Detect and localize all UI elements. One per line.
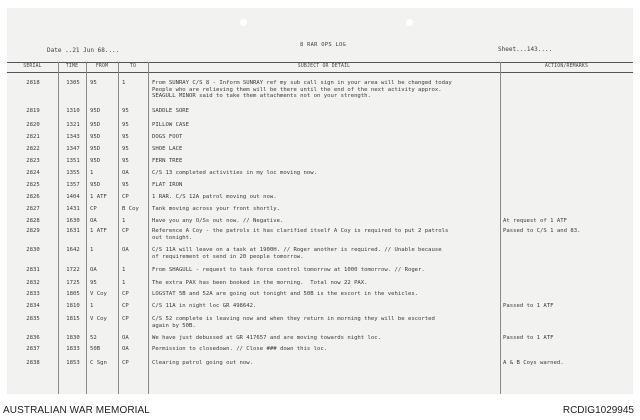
log-subject: We have just debussed at GR 417657 and are moving towards night loc. xyxy=(152,335,382,341)
log-subject: Reference A Coy - the patrols it has clarified itself A Coy is required to put 2 patrols out tonight. xyxy=(152,228,449,241)
log-serial: 2838 xyxy=(26,360,40,366)
log-subject: SADDLE SORE xyxy=(152,108,190,114)
log-time: 1347 xyxy=(66,146,80,152)
log-action: At request of 1 ATF xyxy=(503,218,567,224)
column-divider xyxy=(86,62,87,394)
log-time: 1833 xyxy=(66,346,80,352)
date-line: Date ..21 Jun 68.... xyxy=(47,47,120,54)
log-serial: 2837 xyxy=(26,346,40,352)
log-subject: LOGSTAT 5B and 52A are going out tonight and 50B is the escort in the vehicles. xyxy=(152,291,419,297)
log-to: 1 xyxy=(122,80,126,86)
sheet-number: Sheet...143.... xyxy=(498,46,553,53)
log-to: 95 xyxy=(122,146,129,152)
log-from: 95 xyxy=(90,80,97,86)
log-from: V Coy xyxy=(90,291,107,297)
log-subject: The extra PAX has been booked in the morning. Total now 22 PAX. xyxy=(152,280,368,286)
log-time: 1431 xyxy=(66,206,80,212)
log-time: 1321 xyxy=(66,122,80,128)
column-divider xyxy=(500,62,501,394)
log-subject: 1 RAR. C/S 12A patrol moving out now. xyxy=(152,194,277,200)
log-from: 1 xyxy=(90,170,94,176)
log-time: 1351 xyxy=(66,158,80,164)
log-subject: C/S 11A in night loc GR 498642. xyxy=(152,303,257,309)
log-to: 1 xyxy=(122,267,126,273)
log-time: 1805 xyxy=(66,291,80,297)
log-to: CP xyxy=(122,291,129,297)
log-subject: Clearing patrol going out now. xyxy=(152,360,254,366)
log-subject: Have you any O/Ss out now. // Negative. xyxy=(152,218,284,224)
log-from: 95D xyxy=(90,158,101,164)
column-header-from: FROM xyxy=(95,64,109,69)
log-to: 95 xyxy=(122,122,129,128)
log-subject: PILLOW CASE xyxy=(152,122,190,128)
date-value: 21 Jun 68 xyxy=(72,47,105,54)
log-serial: 2827 xyxy=(26,206,40,212)
log-from: 1 ATF xyxy=(90,228,107,234)
column-header-subject: SUBJECT OR DETAIL xyxy=(297,64,351,69)
log-subject: SHOE LACE xyxy=(152,146,183,152)
log-from: 95D xyxy=(90,182,101,188)
sheet-value: 143 xyxy=(526,46,538,53)
log-subject: C/S 52 complete is leaving now and when they return in morning they will be escorted again by 50B. xyxy=(152,316,435,329)
log-from: 95D xyxy=(90,134,101,140)
log-action: Passed to 1 ATF xyxy=(503,303,554,309)
log-from: C Sgn xyxy=(90,360,107,366)
log-time: 1355 xyxy=(66,170,80,176)
log-to: 95 xyxy=(122,158,129,164)
page-title: 8 RAR OPS LOG xyxy=(300,42,347,48)
log-serial: 2828 xyxy=(26,218,40,224)
log-to: 95 xyxy=(122,108,129,114)
log-to: 95 xyxy=(122,182,129,188)
log-subject: Tank moving across your front shortly. xyxy=(152,206,280,212)
log-to: 1 xyxy=(122,218,126,224)
log-serial: 2826 xyxy=(26,194,40,200)
log-from: 1 xyxy=(90,247,94,253)
log-time: 1630 xyxy=(66,218,80,224)
log-serial: 2823 xyxy=(26,158,40,164)
log-serial: 2821 xyxy=(26,134,40,140)
sheet-label: Sheet xyxy=(498,46,517,53)
header-rule-bottom xyxy=(7,72,633,73)
log-subject: C/S 13 completed activities in my loc moving now. xyxy=(152,170,318,176)
log-to: 1 xyxy=(122,280,126,286)
log-from: 95D xyxy=(90,146,101,152)
log-serial: 2820 xyxy=(26,122,40,128)
log-subject: From SHAGULL - request to task force control tomorrow at 1000 tomorrow. // Roger. xyxy=(152,267,425,273)
log-to: OA xyxy=(122,346,129,352)
log-serial: 2834 xyxy=(26,303,40,309)
log-time: 1310 xyxy=(66,108,80,114)
log-to: CP xyxy=(122,316,129,322)
log-from: 50B xyxy=(90,346,101,352)
log-serial: 2835 xyxy=(26,316,40,322)
log-serial: 2831 xyxy=(26,267,40,273)
log-to: CP xyxy=(122,194,129,200)
log-serial: 2822 xyxy=(26,146,40,152)
log-from: 95 xyxy=(90,280,97,286)
punch-hole xyxy=(240,19,247,26)
punch-hole xyxy=(406,19,413,26)
log-time: 1810 xyxy=(66,303,80,309)
log-serial: 2832 xyxy=(26,280,40,286)
log-to: CP xyxy=(122,303,129,309)
log-from: V Coy xyxy=(90,316,107,322)
log-time: 1357 xyxy=(66,182,80,188)
log-from: OA xyxy=(90,267,97,273)
footer-catalogue-id: RCDIG1029945 xyxy=(562,405,634,416)
log-time: 1343 xyxy=(66,134,80,140)
log-from: 1 xyxy=(90,303,94,309)
log-serial: 2824 xyxy=(26,170,40,176)
log-time: 1830 xyxy=(66,335,80,341)
log-from: CP xyxy=(90,206,97,212)
log-to: OA xyxy=(122,170,129,176)
column-header-time: TIME xyxy=(65,64,79,69)
log-serial: 2836 xyxy=(26,335,40,341)
log-time: 1642 xyxy=(66,247,80,253)
log-to: OA xyxy=(122,247,129,253)
log-subject: FLAT IRON xyxy=(152,182,183,188)
log-time: 1815 xyxy=(66,316,80,322)
log-to: 95 xyxy=(122,134,129,140)
log-serial: 2819 xyxy=(26,108,40,114)
column-header-to: TO xyxy=(129,64,137,69)
log-serial: 2833 xyxy=(26,291,40,297)
log-to: B Coy xyxy=(122,206,139,212)
log-time: 1404 xyxy=(66,194,80,200)
log-to: CP xyxy=(122,360,129,366)
log-time: 1725 xyxy=(66,280,80,286)
column-header-serial: SERIAL xyxy=(23,64,42,69)
log-subject: DOGS FOOT xyxy=(152,134,183,140)
log-serial: 2825 xyxy=(26,182,40,188)
log-from: 52 xyxy=(90,335,97,341)
header-rule-top xyxy=(7,62,633,63)
log-subject: FERN TREE xyxy=(152,158,183,164)
log-action: Passed to 1 ATF xyxy=(503,335,554,341)
log-from: 1 ATF xyxy=(90,194,107,200)
log-time: 1853 xyxy=(66,360,80,366)
log-serial: 2818 xyxy=(26,80,40,86)
date-label: Date xyxy=(47,47,62,54)
footer-credit: AUSTRALIAN WAR MEMORIAL xyxy=(3,405,150,416)
column-header-action: ACTION/REMARKS xyxy=(544,64,589,69)
log-subject: Permission to closedown. // Close ### down this loc. xyxy=(152,346,328,352)
log-serial: 2829 xyxy=(26,228,40,234)
log-time: 1305 xyxy=(66,80,80,86)
log-from: 95D xyxy=(90,122,101,128)
log-serial: 2830 xyxy=(26,247,40,253)
log-subject: From SUNRAY C/S 8 - Inform SUNRAY ref my sub call sign in your area will be changed today People who are relieving them will be there until the end of the next activity approx. SEAGULL MINOR said to take them attachments not on your strength. xyxy=(152,80,452,100)
log-from: OA xyxy=(90,218,97,224)
log-to: CP xyxy=(122,228,129,234)
log-subject: C/S 11A will leave on a task at 1900H. // Roger another is required. // Unable because of requirement ot send in 20 people tomorrow. xyxy=(152,247,442,260)
log-action: Passed to C/S 1 and 83. xyxy=(503,228,581,234)
log-time: 1631 xyxy=(66,228,80,234)
log-time: 1722 xyxy=(66,267,80,273)
log-to: OA xyxy=(122,335,129,341)
log-action: A & B Coys warned. xyxy=(503,360,564,366)
log-from: 95D xyxy=(90,108,101,114)
